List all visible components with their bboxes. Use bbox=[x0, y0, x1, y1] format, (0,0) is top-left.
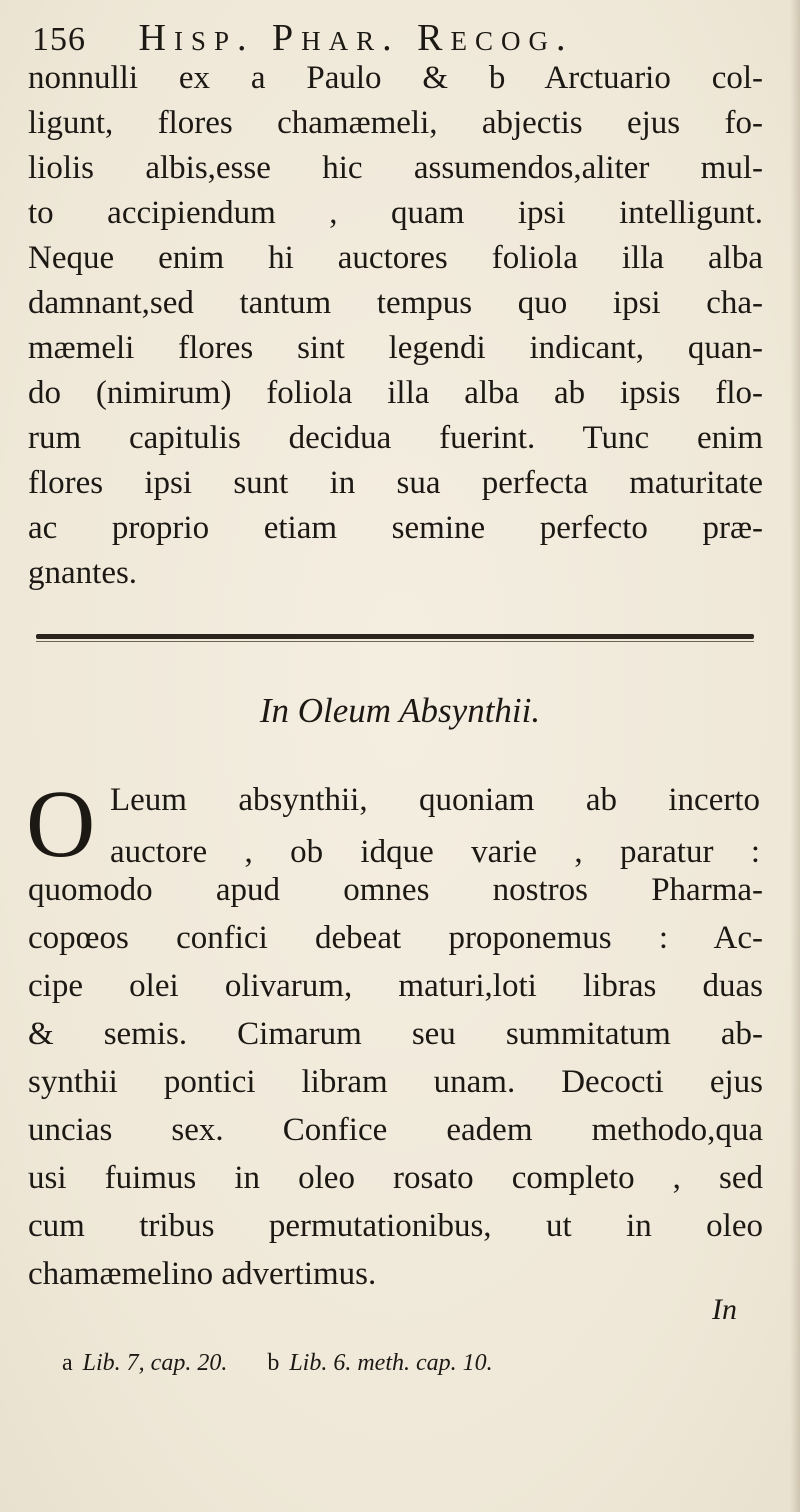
footnote bbox=[267, 1346, 492, 1380]
text-line: liolis albis,esse hic assumendos,aliter mul- bbox=[28, 150, 763, 186]
text-line: uncias sex. Confice eadem methodo,qua bbox=[28, 1112, 763, 1148]
text-line: cum tribus permutationibus, ut in oleo bbox=[28, 1208, 763, 1244]
section-divider bbox=[36, 634, 754, 639]
text-line: do (nimirum) foliola illa alba ab ipsis flo- bbox=[28, 375, 763, 411]
section-divider-thin bbox=[36, 641, 754, 642]
text-line: flores ipsi sunt in sua perfecta maturitate bbox=[28, 465, 763, 501]
text-line: to accipiendum , quam ipsi intelligunt. bbox=[28, 195, 763, 231]
text-line: & semis. Cimarum seu summitatum ab- bbox=[28, 1016, 763, 1052]
text-line: ligunt, flores chamæmeli, abjectis ejus fo- bbox=[28, 105, 763, 141]
footnote-mark: a bbox=[62, 1350, 73, 1376]
text-line: ac proprio etiam semine perfecto præ- bbox=[28, 510, 763, 546]
text-line: rum capitulis decidua fuerint. Tunc enim bbox=[28, 420, 763, 456]
text-line: chamæmelino advertimus. bbox=[28, 1256, 377, 1292]
footnote-text: Lib. 7, cap. 20. bbox=[82, 1350, 228, 1376]
drop-capital: O bbox=[26, 770, 96, 877]
text-line: gnantes. bbox=[28, 555, 138, 591]
text-line: quomodo apud omnes nostros Pharma- bbox=[28, 872, 763, 908]
text-line: Leum absynthii, quoniam ab incerto bbox=[110, 782, 760, 818]
text-line: cipe olei olivarum, maturi,loti libras duas bbox=[28, 968, 763, 1004]
text-line: usi fuimus in oleo rosato completo , sed bbox=[28, 1160, 763, 1196]
footnote-mark: b bbox=[267, 1350, 280, 1376]
text-line: damnant,sed tantum tempus quo ipsi cha- bbox=[28, 285, 763, 321]
text-line: auctore , ob idque varie , paratur : bbox=[110, 834, 760, 870]
catchword: In bbox=[712, 1293, 737, 1326]
footnote bbox=[62, 1346, 227, 1380]
text-line: synthii pontici libram unam. Decocti ejus bbox=[28, 1064, 763, 1100]
page-edge-shadow bbox=[790, 0, 800, 1512]
text-line: copœos confici debeat proponemus : Ac- bbox=[28, 920, 763, 956]
running-header bbox=[32, 14, 772, 62]
running-head-title: Hisp. Phar. Recog. bbox=[138, 17, 574, 59]
text-line: Neque enim hi auctores foliola illa alba bbox=[28, 240, 763, 276]
footnotes bbox=[62, 1346, 762, 1380]
footnote-text: Lib. 6. meth. cap. 10. bbox=[289, 1350, 493, 1376]
text-line: nonnulli ex a Paulo & b Arctuario col- bbox=[28, 60, 763, 96]
text-line: mæmeli flores sint legendi indicant, quan- bbox=[28, 330, 763, 366]
section-title: In Oleum Absynthii. bbox=[259, 691, 541, 730]
page-number: 156 bbox=[32, 21, 86, 58]
